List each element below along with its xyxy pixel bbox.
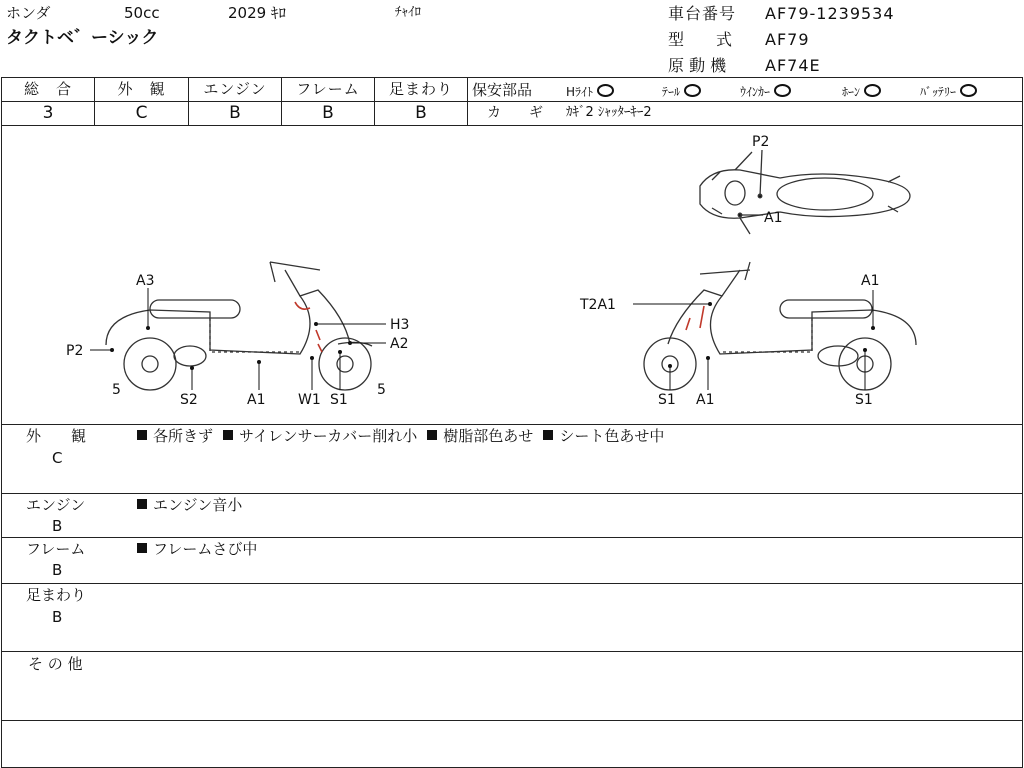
remark-grade-frame: B [52,561,63,579]
remark-line [1,583,1022,584]
remark-line [1,651,1022,652]
engine-label: 原 動 機 [668,56,727,75]
marker-dots [110,302,875,370]
mileage: 2029 ｷﾛ [228,4,286,22]
remark-grade-suspension: B [52,608,63,626]
label-left-a2: A2 [390,336,409,352]
remark-line [1,720,1022,721]
safety-taillight: ﾃｰﾙ [662,84,701,98]
remark-label-frame: フレーム [26,540,86,558]
displacement: 50cc [124,4,160,22]
remark-line [1,537,1022,538]
remark-grade-engine: B [52,517,63,535]
remark-line [1,493,1022,494]
key-value: ｶｷﾞ2 ｼｬｯﾀｰｷｰ2 [566,105,652,120]
grade-value-engine: B [229,103,241,123]
bullet-icon [223,430,233,440]
safety-horn: ﾎｰﾝ [842,84,881,98]
frame-no: AF79-1239534 [765,4,895,23]
label-right-t2a1: T2A1 [580,297,616,313]
safety-battery: ﾊﾞｯﾃﾘｰ [920,84,977,98]
bullet-icon [543,430,553,440]
bullet-icon [137,543,147,553]
grade-label-exterior: 外 観 [117,80,166,98]
label-left-a3: A3 [136,273,155,289]
grade-label-engine: エンジン [203,80,267,98]
label-right-a1b: A1 [696,392,715,408]
scooter-top-view [700,150,910,234]
bullet-icon [137,499,147,509]
leader-lines [90,288,873,390]
remark-label-engine: エンジン [26,496,86,514]
color: ﾁｬｲﾛ [395,5,421,20]
model-code-label: 型 式 [668,30,733,49]
maker: ホンダ [6,4,51,22]
frame-no-label: 車台番号 [668,4,737,23]
grade-value-overall: 3 [42,103,54,123]
safety-parts-label: 保安部品 [472,81,533,99]
remark-grade-exterior: C [52,449,63,467]
label-top-a1: A1 [764,210,783,226]
grade-label-frame: フレーム [296,80,360,98]
damage-marks [295,302,704,352]
label-left-a1: A1 [247,392,266,408]
label-left-p2: P2 [66,343,84,359]
remark-items-exterior: 各所きず サイレンサーカバー削れ小 樹脂部色あせ シート色あせ中 [137,429,674,444]
label-left-s1: S1 [330,392,348,408]
label-left-5a: 5 [112,382,121,398]
bullet-icon [137,430,147,440]
label-right-s1b: S1 [855,392,873,408]
diagram-bottom-line [1,424,1022,425]
label-left-h3: H3 [390,317,410,333]
remark-label-other: そ の 他 [28,655,83,673]
remark-items-frame: フレームさび中 [137,542,257,557]
grade-value-exterior: C [135,103,148,123]
remark-label-exterior: 外 観 [26,427,87,445]
remark-items-engine: エンジン音小 [137,498,242,513]
remark-label-suspension: 足まわり [26,586,87,604]
label-left-5b: 5 [377,382,386,398]
label-left-s2: S2 [180,392,198,408]
label-right-a1: A1 [861,273,880,289]
label-top-p2: P2 [752,134,770,150]
key-label: カ ギ [487,105,543,121]
label-left-w1: W1 [298,392,321,408]
engine-code: AF74E [765,56,821,75]
model-code: AF79 [765,30,810,49]
model-name: タクトベ゛ーシック [6,28,159,48]
bullet-icon [427,430,437,440]
safety-winker: ｳｲﾝｶｰ [740,84,791,98]
grade-label-overall: 総 合 [23,80,72,98]
grade-value-frame: B [322,103,334,123]
grade-value-suspension: B [415,103,427,123]
grade-label-suspension: 足まわり [388,80,453,98]
label-right-s1a: S1 [658,392,676,408]
safety-headlight: Hﾗｲﾄ [566,84,614,98]
